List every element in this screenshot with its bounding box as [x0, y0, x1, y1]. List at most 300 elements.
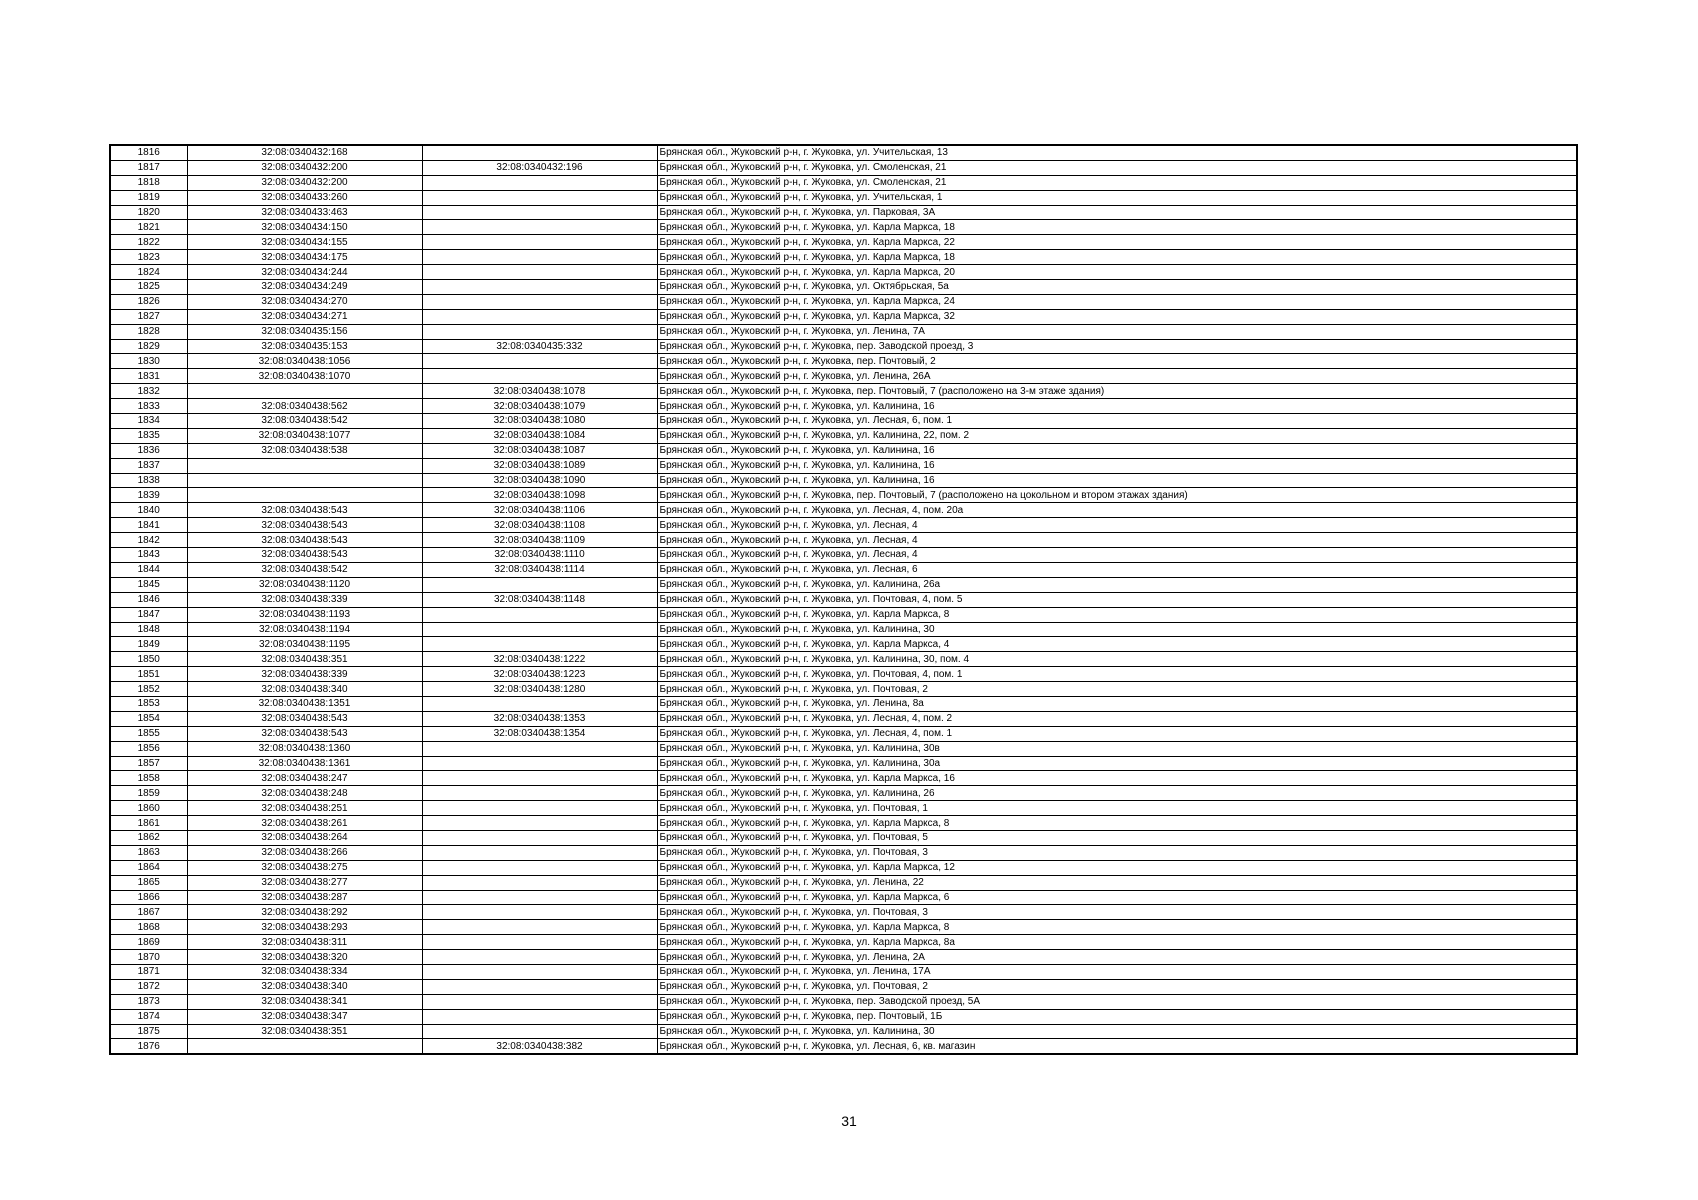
address-cell: Брянская обл., Жуковский р-н, г. Жуковка, ул. Парковая, 3А: [657, 205, 1577, 220]
address-cell: Брянская обл., Жуковский р-н, г. Жуковка, пер. Почтовый, 1Б: [657, 1009, 1577, 1024]
table-row: [110, 220, 1577, 235]
cadastral-number-cell: 32:08:0340438:1193: [187, 607, 422, 622]
table-row: [110, 369, 1577, 384]
table-row: [110, 905, 1577, 920]
cadastral-number-cell: 32:08:0340434:271: [187, 309, 422, 324]
cadastral-number-cell: 32:08:0340438:538: [187, 443, 422, 458]
address-cell: Брянская обл., Жуковский р-н, г. Жуковка, ул. Карла Маркса, 16: [657, 771, 1577, 786]
address-cell: Брянская обл., Жуковский р-н, г. Жуковка, ул. Ленина, 7А: [657, 324, 1577, 339]
cadastral-number-cell: [187, 1039, 422, 1054]
address-cell: Брянская обл., Жуковский р-н, г. Жуковка, ул. Учительская, 1: [657, 190, 1577, 205]
row-number-cell: 1846: [110, 592, 187, 607]
row-number-cell: 1820: [110, 205, 187, 220]
premises-cadastral-number-cell: [422, 905, 657, 920]
address-cell: Брянская обл., Жуковский р-н, г. Жуковка, ул. Карла Маркса, 8: [657, 607, 1577, 622]
cadastral-number-cell: 32:08:0340438:1360: [187, 741, 422, 756]
table-row: [110, 741, 1577, 756]
premises-cadastral-number-cell: [422, 324, 657, 339]
cadastral-number-cell: 32:08:0340438:543: [187, 503, 422, 518]
cadastral-number-cell: 32:08:0340438:351: [187, 1024, 422, 1039]
address-cell: Брянская обл., Жуковский р-н, г. Жуковка, ул. Ленина, 8а: [657, 696, 1577, 711]
table-row: [110, 964, 1577, 979]
address-cell: Брянская обл., Жуковский р-н, г. Жуковка, ул. Лесная, 6: [657, 562, 1577, 577]
cadastral-number-cell: 32:08:0340434:150: [187, 220, 422, 235]
table-row: [110, 265, 1577, 280]
row-number-cell: 1847: [110, 607, 187, 622]
cadastral-number-cell: 32:08:0340438:287: [187, 890, 422, 905]
premises-cadastral-number-cell: [422, 875, 657, 890]
premises-cadastral-number-cell: [422, 190, 657, 205]
premises-cadastral-number-cell: 32:08:0340438:1148: [422, 592, 657, 607]
row-number-cell: 1863: [110, 845, 187, 860]
address-cell: Брянская обл., Жуковский р-н, г. Жуковка, ул. Почтовая, 4, пом. 5: [657, 592, 1577, 607]
table-row: [110, 950, 1577, 965]
premises-cadastral-number-cell: [422, 950, 657, 965]
premises-cadastral-number-cell: [422, 354, 657, 369]
row-number-cell: 1836: [110, 443, 187, 458]
premises-cadastral-number-cell: [422, 786, 657, 801]
table-row: [110, 548, 1577, 563]
cadastral-number-cell: 32:08:0340435:156: [187, 324, 422, 339]
row-number-cell: 1853: [110, 696, 187, 711]
row-number-cell: 1837: [110, 458, 187, 473]
table-row: [110, 235, 1577, 250]
cadastral-number-cell: 32:08:0340438:292: [187, 905, 422, 920]
premises-cadastral-number-cell: [422, 964, 657, 979]
premises-cadastral-number-cell: [422, 771, 657, 786]
table-row: [110, 622, 1577, 637]
row-number-cell: 1841: [110, 518, 187, 533]
address-cell: Брянская обл., Жуковский р-н, г. Жуковка, ул. Калинина, 16: [657, 399, 1577, 414]
premises-cadastral-number-cell: [422, 205, 657, 220]
premises-cadastral-number-cell: 32:08:0340438:1354: [422, 726, 657, 741]
table-row: [110, 1009, 1577, 1024]
address-cell: Брянская обл., Жуковский р-н, г. Жуковка, ул. Лесная, 4, пом. 20а: [657, 503, 1577, 518]
address-cell: Брянская обл., Жуковский р-н, г. Жуковка, ул. Карла Маркса, 24: [657, 294, 1577, 309]
table-row: [110, 994, 1577, 1009]
cadastral-number-cell: 32:08:0340438:351: [187, 652, 422, 667]
address-cell: Брянская обл., Жуковский р-н, г. Жуковка, ул. Калинина, 16: [657, 443, 1577, 458]
row-number-cell: 1854: [110, 711, 187, 726]
premises-cadastral-number-cell: [422, 577, 657, 592]
cadastral-number-cell: [187, 473, 422, 488]
premises-cadastral-number-cell: [422, 1009, 657, 1024]
premises-cadastral-number-cell: 32:08:0340438:1108: [422, 518, 657, 533]
cadastral-number-cell: 32:08:0340438:266: [187, 845, 422, 860]
address-cell: Брянская обл., Жуковский р-н, г. Жуковка, ул. Калинина, 22, пом. 2: [657, 428, 1577, 443]
row-number-cell: 1876: [110, 1039, 187, 1054]
row-number-cell: 1818: [110, 175, 187, 190]
premises-cadastral-number-cell: [422, 935, 657, 950]
row-number-cell: 1867: [110, 905, 187, 920]
premises-cadastral-number-cell: [422, 801, 657, 816]
cadastral-number-cell: 32:08:0340438:277: [187, 875, 422, 890]
row-number-cell: 1870: [110, 950, 187, 965]
premises-cadastral-number-cell: 32:08:0340438:1090: [422, 473, 657, 488]
table-row: [110, 667, 1577, 682]
address-cell: Брянская обл., Жуковский р-н, г. Жуковка, ул. Калинина, 30: [657, 622, 1577, 637]
premises-cadastral-number-cell: [422, 309, 657, 324]
cadastral-number-cell: 32:08:0340438:339: [187, 667, 422, 682]
table-row: [110, 294, 1577, 309]
table-row: [110, 175, 1577, 190]
premises-cadastral-number-cell: 32:08:0340438:1280: [422, 682, 657, 697]
premises-cadastral-number-cell: [422, 637, 657, 652]
address-cell: Брянская обл., Жуковский р-н, г. Жуковка, пер. Заводской проезд, 5А: [657, 994, 1577, 1009]
table-row: [110, 890, 1577, 905]
cadastral-number-cell: 32:08:0340438:334: [187, 964, 422, 979]
row-number-cell: 1874: [110, 1009, 187, 1024]
address-cell: Брянская обл., Жуковский р-н, г. Жуковка, ул. Почтовая, 3: [657, 845, 1577, 860]
premises-cadastral-number-cell: 32:08:0340438:1222: [422, 652, 657, 667]
row-number-cell: 1865: [110, 875, 187, 890]
premises-cadastral-number-cell: 32:08:0340438:1109: [422, 533, 657, 548]
row-number-cell: 1864: [110, 860, 187, 875]
premises-cadastral-number-cell: [422, 622, 657, 637]
address-cell: Брянская обл., Жуковский р-н, г. Жуковка, ул. Карла Маркса, 22: [657, 235, 1577, 250]
cadastral-number-cell: 32:08:0340438:543: [187, 533, 422, 548]
premises-cadastral-number-cell: [422, 890, 657, 905]
cadastral-number-cell: 32:08:0340438:1194: [187, 622, 422, 637]
premises-cadastral-number-cell: [422, 607, 657, 622]
table-row: [110, 428, 1577, 443]
row-number-cell: 1829: [110, 339, 187, 354]
address-cell: Брянская обл., Жуковский р-н, г. Жуковка, пер. Почтовый, 7 (расположено на 3-м этаже здания): [657, 384, 1577, 399]
table-row: [110, 935, 1577, 950]
table-row: [110, 786, 1577, 801]
premises-cadastral-number-cell: 32:08:0340438:382: [422, 1039, 657, 1054]
page-number: 31: [841, 1113, 857, 1129]
table-row: [110, 190, 1577, 205]
address-cell: Брянская обл., Жуковский р-н, г. Жуковка, пер. Почтовый, 7 (расположено на цокольном и втором этажах здания): [657, 488, 1577, 503]
row-number-cell: 1835: [110, 428, 187, 443]
premises-cadastral-number-cell: [422, 756, 657, 771]
table-row: [110, 309, 1577, 324]
cadastral-number-cell: 32:08:0340438:341: [187, 994, 422, 1009]
premises-cadastral-number-cell: [422, 741, 657, 756]
cadastral-number-cell: 32:08:0340438:562: [187, 399, 422, 414]
premises-cadastral-number-cell: [422, 994, 657, 1009]
premises-cadastral-number-cell: 32:08:0340438:1078: [422, 384, 657, 399]
address-cell: Брянская обл., Жуковский р-н, г. Жуковка, ул. Почтовая, 2: [657, 979, 1577, 994]
row-number-cell: 1860: [110, 801, 187, 816]
table-row: [110, 830, 1577, 845]
table-row: [110, 682, 1577, 697]
row-number-cell: 1822: [110, 235, 187, 250]
cadastral-number-cell: 32:08:0340432:168: [187, 145, 422, 160]
table-row: [110, 443, 1577, 458]
table-row: [110, 771, 1577, 786]
table-row: [110, 577, 1577, 592]
table-row: [110, 250, 1577, 265]
address-cell: Брянская обл., Жуковский р-н, г. Жуковка, пер. Почтовый, 2: [657, 354, 1577, 369]
premises-cadastral-number-cell: 32:08:0340438:1223: [422, 667, 657, 682]
table-row: [110, 488, 1577, 503]
row-number-cell: 1875: [110, 1024, 187, 1039]
row-number-cell: 1871: [110, 964, 187, 979]
row-number-cell: 1868: [110, 920, 187, 935]
premises-cadastral-number-cell: [422, 830, 657, 845]
premises-cadastral-number-cell: [422, 175, 657, 190]
row-number-cell: 1834: [110, 414, 187, 429]
address-cell: Брянская обл., Жуковский р-н, г. Жуковка, ул. Почтовая, 5: [657, 830, 1577, 845]
table-row: [110, 637, 1577, 652]
premises-cadastral-number-cell: [422, 696, 657, 711]
table-row: [110, 518, 1577, 533]
row-number-cell: 1840: [110, 503, 187, 518]
row-number-cell: 1821: [110, 220, 187, 235]
cadastral-number-cell: 32:08:0340432:200: [187, 175, 422, 190]
address-cell: Брянская обл., Жуковский р-н, г. Жуковка, ул. Почтовая, 2: [657, 682, 1577, 697]
cadastral-number-cell: [187, 458, 422, 473]
cadastral-number-cell: 32:08:0340438:1056: [187, 354, 422, 369]
premises-cadastral-number-cell: 32:08:0340438:1110: [422, 548, 657, 563]
row-number-cell: 1825: [110, 280, 187, 295]
premises-cadastral-number-cell: [422, 979, 657, 994]
address-cell: Брянская обл., Жуковский р-н, г. Жуковка, ул. Почтовая, 3: [657, 905, 1577, 920]
property-table: [109, 144, 1578, 1055]
table-row: [110, 145, 1577, 160]
address-cell: Брянская обл., Жуковский р-н, г. Жуковка, ул. Почтовая, 1: [657, 801, 1577, 816]
table-row: [110, 920, 1577, 935]
cadastral-number-cell: 32:08:0340438:339: [187, 592, 422, 607]
premises-cadastral-number-cell: 32:08:0340438:1353: [422, 711, 657, 726]
address-cell: Брянская обл., Жуковский р-н, г. Жуковка, ул. Калинина, 30: [657, 1024, 1577, 1039]
cadastral-number-cell: 32:08:0340438:247: [187, 771, 422, 786]
property-table-body: [110, 145, 1577, 1054]
cadastral-number-cell: 32:08:0340438:1351: [187, 696, 422, 711]
cadastral-number-cell: 32:08:0340434:244: [187, 265, 422, 280]
table-row: [110, 860, 1577, 875]
cadastral-number-cell: 32:08:0340438:1120: [187, 577, 422, 592]
cadastral-number-cell: 32:08:0340438:261: [187, 816, 422, 831]
row-number-cell: 1826: [110, 294, 187, 309]
row-number-cell: 1857: [110, 756, 187, 771]
address-cell: Брянская обл., Жуковский р-н, г. Жуковка, ул. Калинина, 30, пом. 4: [657, 652, 1577, 667]
row-number-cell: 1856: [110, 741, 187, 756]
table-row: [110, 473, 1577, 488]
row-number-cell: 1852: [110, 682, 187, 697]
table-row: [110, 801, 1577, 816]
table-row: [110, 324, 1577, 339]
address-cell: Брянская обл., Жуковский р-н, г. Жуковка, ул. Октябрьская, 5а: [657, 280, 1577, 295]
table-row: [110, 503, 1577, 518]
table-row: [110, 592, 1577, 607]
row-number-cell: 1817: [110, 160, 187, 175]
address-cell: Брянская обл., Жуковский р-н, г. Жуковка, ул. Калинина, 26а: [657, 577, 1577, 592]
row-number-cell: 1849: [110, 637, 187, 652]
row-number-cell: 1851: [110, 667, 187, 682]
row-number-cell: 1858: [110, 771, 187, 786]
table-row: [110, 205, 1577, 220]
cadastral-number-cell: 32:08:0340438:320: [187, 950, 422, 965]
cadastral-number-cell: 32:08:0340434:249: [187, 280, 422, 295]
table-row: [110, 726, 1577, 741]
premises-cadastral-number-cell: [422, 294, 657, 309]
cadastral-number-cell: [187, 384, 422, 399]
address-cell: Брянская обл., Жуковский р-н, г. Жуковка, ул. Карла Маркса, 8: [657, 920, 1577, 935]
table-row: [110, 711, 1577, 726]
address-cell: Брянская обл., Жуковский р-н, г. Жуковка, ул. Калинина, 16: [657, 473, 1577, 488]
cadastral-number-cell: 32:08:0340438:543: [187, 726, 422, 741]
address-cell: Брянская обл., Жуковский р-н, г. Жуковка, ул. Калинина, 26: [657, 786, 1577, 801]
cadastral-number-cell: 32:08:0340435:153: [187, 339, 422, 354]
cadastral-number-cell: 32:08:0340438:1070: [187, 369, 422, 384]
row-number-cell: 1848: [110, 622, 187, 637]
row-number-cell: 1859: [110, 786, 187, 801]
cadastral-number-cell: 32:08:0340438:543: [187, 518, 422, 533]
cadastral-number-cell: 32:08:0340438:543: [187, 548, 422, 563]
cadastral-number-cell: 32:08:0340433:463: [187, 205, 422, 220]
table-row: [110, 756, 1577, 771]
address-cell: Брянская обл., Жуковский р-н, г. Жуковка, ул. Карла Маркса, 12: [657, 860, 1577, 875]
row-number-cell: 1832: [110, 384, 187, 399]
row-number-cell: 1869: [110, 935, 187, 950]
address-cell: Брянская обл., Жуковский р-н, г. Жуковка, ул. Лесная, 4, пом. 2: [657, 711, 1577, 726]
premises-cadastral-number-cell: [422, 920, 657, 935]
premises-cadastral-number-cell: 32:08:0340438:1084: [422, 428, 657, 443]
address-cell: Брянская обл., Жуковский р-н, г. Жуковка, ул. Ленина, 17А: [657, 964, 1577, 979]
row-number-cell: 1866: [110, 890, 187, 905]
cadastral-number-cell: [187, 488, 422, 503]
address-cell: Брянская обл., Жуковский р-н, г. Жуковка, ул. Карла Маркса, 20: [657, 265, 1577, 280]
row-number-cell: 1862: [110, 830, 187, 845]
premises-cadastral-number-cell: 32:08:0340438:1098: [422, 488, 657, 503]
cadastral-number-cell: 32:08:0340438:543: [187, 711, 422, 726]
row-number-cell: 1828: [110, 324, 187, 339]
premises-cadastral-number-cell: 32:08:0340432:196: [422, 160, 657, 175]
address-cell: Брянская обл., Жуковский р-н, г. Жуковка, ул. Лесная, 4: [657, 548, 1577, 563]
row-number-cell: 1838: [110, 473, 187, 488]
premises-cadastral-number-cell: [422, 265, 657, 280]
address-cell: Брянская обл., Жуковский р-н, г. Жуковка, ул. Лесная, 4: [657, 518, 1577, 533]
premises-cadastral-number-cell: 32:08:0340438:1080: [422, 414, 657, 429]
cadastral-number-cell: 32:08:0340438:248: [187, 786, 422, 801]
address-cell: Брянская обл., Жуковский р-н, г. Жуковка, ул. Лесная, 6, пом. 1: [657, 414, 1577, 429]
address-cell: Брянская обл., Жуковский р-н, г. Жуковка, ул. Карла Маркса, 4: [657, 637, 1577, 652]
row-number-cell: 1845: [110, 577, 187, 592]
cadastral-number-cell: 32:08:0340438:264: [187, 830, 422, 845]
cadastral-number-cell: 32:08:0340438:1077: [187, 428, 422, 443]
row-number-cell: 1839: [110, 488, 187, 503]
table-row: [110, 875, 1577, 890]
address-cell: Брянская обл., Жуковский р-н, г. Жуковка, ул. Ленина, 2А: [657, 950, 1577, 965]
table-row: [110, 414, 1577, 429]
cadastral-number-cell: 32:08:0340438:1361: [187, 756, 422, 771]
premises-cadastral-number-cell: [422, 145, 657, 160]
row-number-cell: 1823: [110, 250, 187, 265]
cadastral-number-cell: 32:08:0340433:260: [187, 190, 422, 205]
row-number-cell: 1844: [110, 562, 187, 577]
row-number-cell: 1830: [110, 354, 187, 369]
premises-cadastral-number-cell: [422, 235, 657, 250]
address-cell: Брянская обл., Жуковский р-н, г. Жуковка, ул. Карла Маркса, 32: [657, 309, 1577, 324]
row-number-cell: 1831: [110, 369, 187, 384]
address-cell: Брянская обл., Жуковский р-н, г. Жуковка, ул. Лесная, 4, пом. 1: [657, 726, 1577, 741]
row-number-cell: 1827: [110, 309, 187, 324]
premises-cadastral-number-cell: 32:08:0340435:332: [422, 339, 657, 354]
table-row: [110, 562, 1577, 577]
table-row: [110, 399, 1577, 414]
row-number-cell: 1842: [110, 533, 187, 548]
cadastral-number-cell: 32:08:0340438:542: [187, 414, 422, 429]
cadastral-number-cell: 32:08:0340434:270: [187, 294, 422, 309]
cadastral-number-cell: 32:08:0340438:1195: [187, 637, 422, 652]
address-cell: Брянская обл., Жуковский р-н, г. Жуковка, ул. Карла Маркса, 8а: [657, 935, 1577, 950]
table-row: [110, 160, 1577, 175]
premises-cadastral-number-cell: [422, 280, 657, 295]
address-cell: Брянская обл., Жуковский р-н, г. Жуковка, ул. Лесная, 6, кв. магазин: [657, 1039, 1577, 1054]
premises-cadastral-number-cell: [422, 860, 657, 875]
cadastral-number-cell: 32:08:0340438:347: [187, 1009, 422, 1024]
address-cell: Брянская обл., Жуковский р-н, г. Жуковка, ул. Лесная, 4: [657, 533, 1577, 548]
cadastral-number-cell: 32:08:0340438:275: [187, 860, 422, 875]
cadastral-number-cell: 32:08:0340438:542: [187, 562, 422, 577]
table-row: [110, 607, 1577, 622]
address-cell: Брянская обл., Жуковский р-н, г. Жуковка, ул. Ленина, 22: [657, 875, 1577, 890]
cadastral-number-cell: 32:08:0340434:175: [187, 250, 422, 265]
cadastral-number-cell: 32:08:0340432:200: [187, 160, 422, 175]
address-cell: Брянская обл., Жуковский р-н, г. Жуковка, ул. Калинина, 30в: [657, 741, 1577, 756]
row-number-cell: 1855: [110, 726, 187, 741]
cadastral-number-cell: 32:08:0340434:155: [187, 235, 422, 250]
cadastral-number-cell: 32:08:0340438:340: [187, 979, 422, 994]
cadastral-number-cell: 32:08:0340438:311: [187, 935, 422, 950]
address-cell: Брянская обл., Жуковский р-н, г. Жуковка, ул. Карла Маркса, 8: [657, 816, 1577, 831]
table-row: [110, 458, 1577, 473]
cadastral-number-cell: 32:08:0340438:340: [187, 682, 422, 697]
premises-cadastral-number-cell: 32:08:0340438:1114: [422, 562, 657, 577]
address-cell: Брянская обл., Жуковский р-н, г. Жуковка, ул. Почтовая, 4, пом. 1: [657, 667, 1577, 682]
premises-cadastral-number-cell: [422, 1024, 657, 1039]
address-cell: Брянская обл., Жуковский р-н, г. Жуковка, ул. Калинина, 30а: [657, 756, 1577, 771]
premises-cadastral-number-cell: [422, 816, 657, 831]
cadastral-number-cell: 32:08:0340438:251: [187, 801, 422, 816]
table-row: [110, 1024, 1577, 1039]
address-cell: Брянская обл., Жуковский р-н, г. Жуковка, ул. Карла Маркса, 18: [657, 220, 1577, 235]
premises-cadastral-number-cell: 32:08:0340438:1106: [422, 503, 657, 518]
table-row: [110, 533, 1577, 548]
row-number-cell: 1861: [110, 816, 187, 831]
row-number-cell: 1819: [110, 190, 187, 205]
address-cell: Брянская обл., Жуковский р-н, г. Жуковка, ул. Карла Маркса, 6: [657, 890, 1577, 905]
row-number-cell: 1843: [110, 548, 187, 563]
row-number-cell: 1824: [110, 265, 187, 280]
table-row: [110, 280, 1577, 295]
table-row: [110, 354, 1577, 369]
premises-cadastral-number-cell: [422, 845, 657, 860]
address-cell: Брянская обл., Жуковский р-н, г. Жуковка, ул. Калинина, 16: [657, 458, 1577, 473]
premises-cadastral-number-cell: 32:08:0340438:1089: [422, 458, 657, 473]
address-cell: Брянская обл., Жуковский р-н, г. Жуковка, ул. Учительская, 13: [657, 145, 1577, 160]
row-number-cell: 1872: [110, 979, 187, 994]
premises-cadastral-number-cell: 32:08:0340438:1087: [422, 443, 657, 458]
address-cell: Брянская обл., Жуковский р-н, г. Жуковка, ул. Карла Маркса, 18: [657, 250, 1577, 265]
row-number-cell: 1850: [110, 652, 187, 667]
table-row: [110, 1039, 1577, 1054]
table-row: [110, 696, 1577, 711]
premises-cadastral-number-cell: [422, 369, 657, 384]
address-cell: Брянская обл., Жуковский р-н, г. Жуковка, пер. Заводской проезд, 3: [657, 339, 1577, 354]
table-row: [110, 979, 1577, 994]
table-row: [110, 384, 1577, 399]
table-row: [110, 845, 1577, 860]
address-cell: Брянская обл., Жуковский р-н, г. Жуковка, ул. Ленина, 26А: [657, 369, 1577, 384]
premises-cadastral-number-cell: [422, 220, 657, 235]
row-number-cell: 1833: [110, 399, 187, 414]
cadastral-number-cell: 32:08:0340438:293: [187, 920, 422, 935]
address-cell: Брянская обл., Жуковский р-н, г. Жуковка, ул. Смоленская, 21: [657, 175, 1577, 190]
